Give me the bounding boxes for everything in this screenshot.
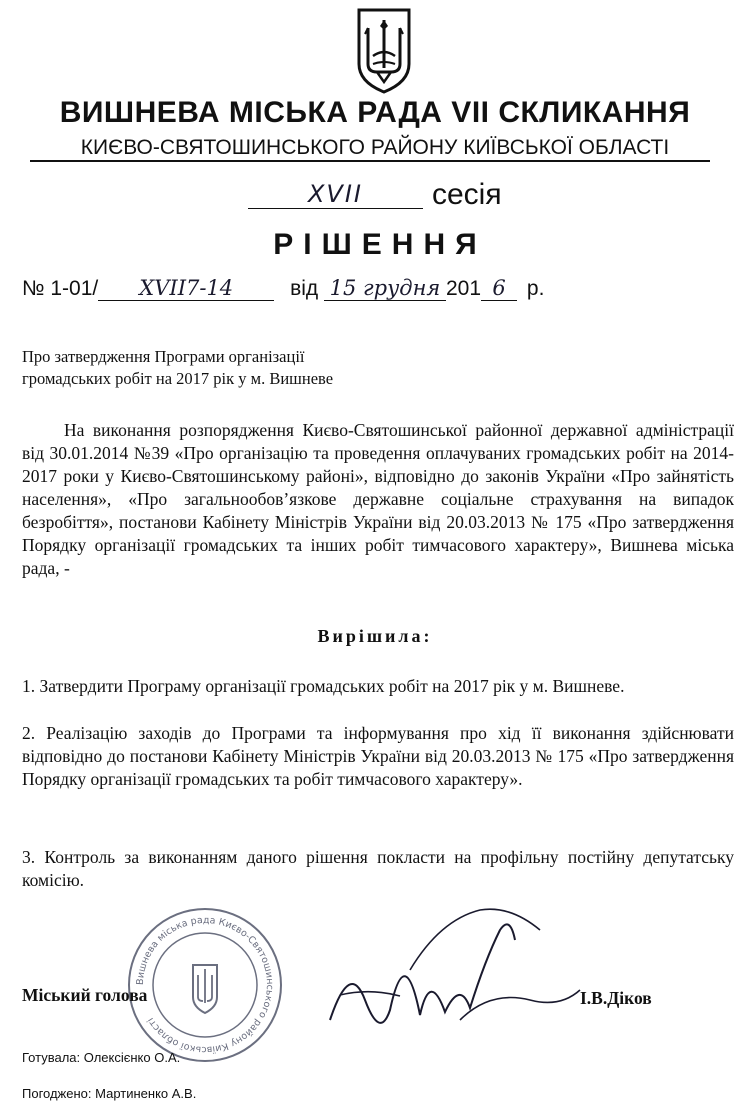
district-subtitle: КИЄВО-СВЯТОШИНСЬКОГО РАЙОНУ КИЇВСЬКОЇ ОБЛАСТІ xyxy=(80,136,670,159)
header-divider xyxy=(30,160,710,162)
decision-heading: РІШЕННЯ xyxy=(273,228,487,261)
stamp-text: Вишнева міська рада Києво-Святошинського району Київської області xyxy=(134,914,276,1056)
session-number-field xyxy=(248,180,423,209)
council-title: ВИШНЕВА МІСЬКА РАДА VII СКЛИКАННЯ xyxy=(59,96,691,129)
handwritten-signature-icon xyxy=(310,900,610,1040)
trident-coat-of-arms-icon xyxy=(355,6,413,94)
agreed-by: Погоджено: Мартиненко А.В. xyxy=(22,1086,197,1101)
subject-line-2: громадських робіт на 2017 рік у м. Вишневе xyxy=(22,369,334,388)
subject-line-1: Про затвердження Програми організації xyxy=(22,347,305,366)
prepared-by: Готувала: Олексієнко О.А. xyxy=(22,1050,181,1065)
resolution-item-2: 2. Реалізацію заходів до Програми та інформування про хід її виконання здійснювати відповідно до постанови Кабінету Міністрів України від 20.03.2013 № 175 «Про затвердження Порядку організації громадських та робіт тимчасового характеру». xyxy=(22,723,734,789)
decision-number-handwritten: XVII7-14 xyxy=(98,276,274,301)
mayor-label: Міський голова xyxy=(22,985,148,1005)
session-label: сесія xyxy=(432,178,502,211)
date-handwritten: 15 грудня xyxy=(324,276,446,301)
round-seal-stamp-icon xyxy=(125,905,285,1065)
preamble-paragraph: На виконання розпорядження Києво-Святошинської районної державної адміністрації від 30.01.2014 №39 «Про організацію та проведення оплачуваних громадських робіт на 2014-2017 роки у Києво-Святошинському районі», відповідно до законів України «Про зайнятість населення», «Про загальнообов’язкове державне соціальне страхування на випадок безробіття», постанови Кабінету Міністрів України від 20.03.2013 № 175 «Про затвердження Порядку організації громадських та інших робіт тимчасового характеру», Вишнева міська рада, - xyxy=(22,420,734,578)
session-number: XVII xyxy=(307,180,363,208)
year-suffix: р. xyxy=(526,277,545,300)
mayor-name: І.В.Діков xyxy=(580,988,652,1008)
resolved-heading: Вирішила: xyxy=(317,626,433,646)
decision-number-prefix: № 1-01/ xyxy=(22,277,99,300)
decision-number-row xyxy=(22,276,742,312)
date-prefix: від xyxy=(290,277,319,300)
year-prefix: 201 xyxy=(446,277,482,300)
resolution-item-3: 3. Контроль за виконанням даного рішення покласти на профільну постійну депутатську комісію. xyxy=(22,847,734,890)
year-handwritten: 6 xyxy=(481,276,517,301)
resolution-item-1: 1. Затвердити Програму організації громадських робіт на 2017 рік у м. Вишневе. xyxy=(22,676,625,696)
decision-subject xyxy=(22,346,333,390)
